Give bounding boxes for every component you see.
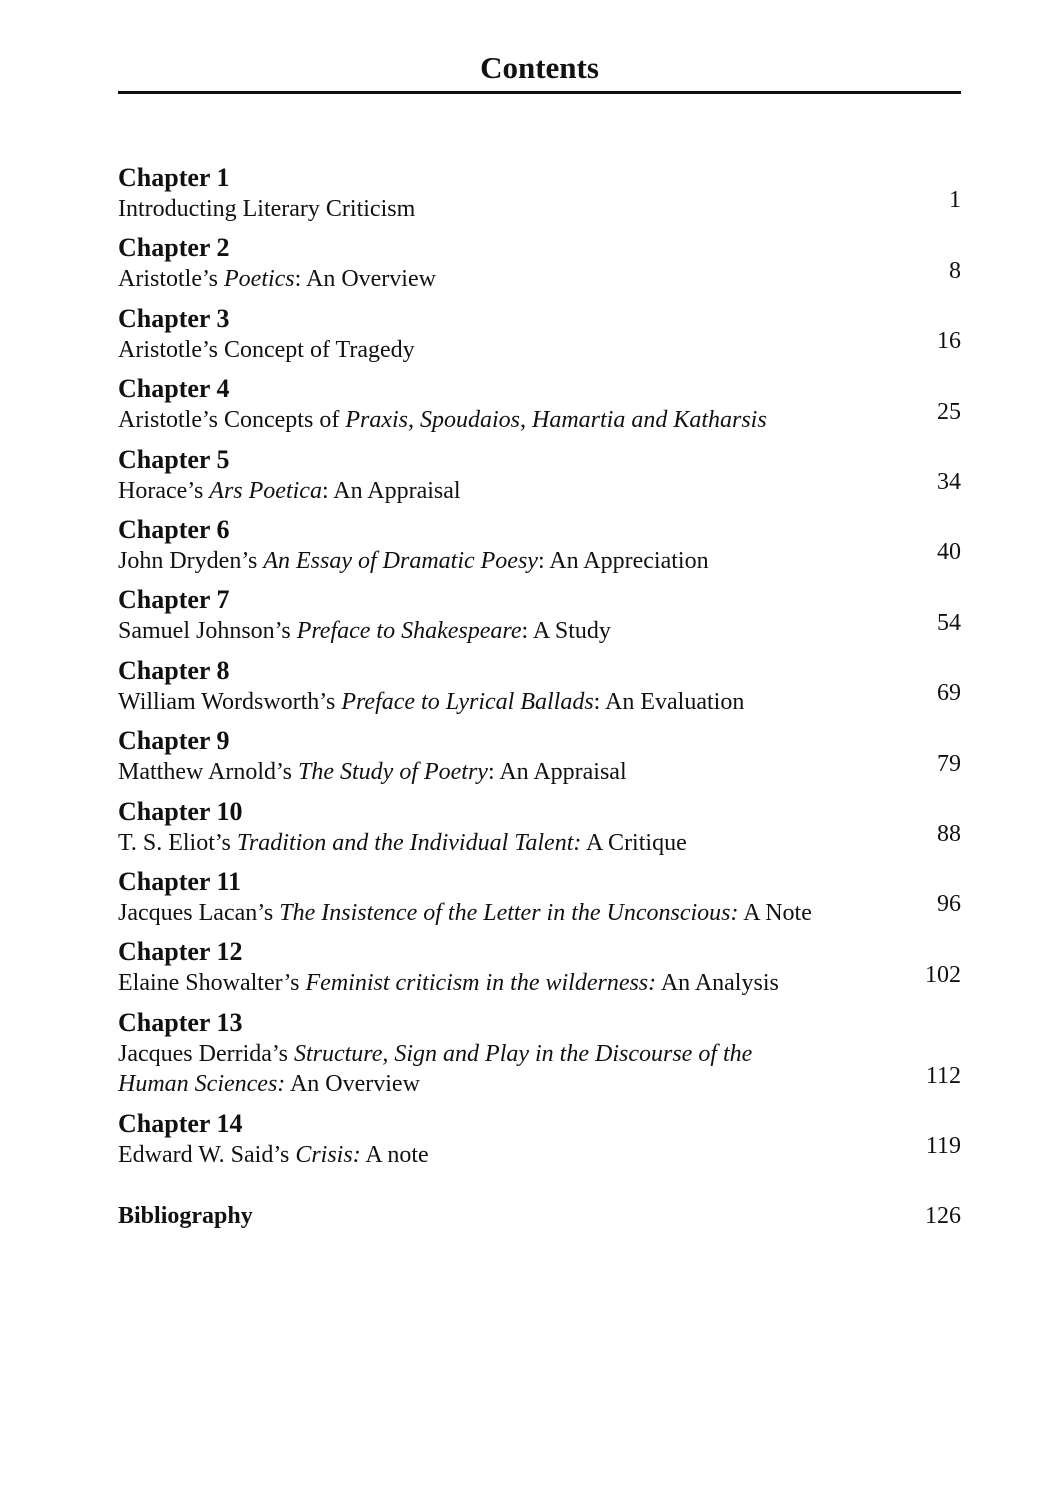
toc-entry-chapter-6[interactable] — [118, 514, 961, 584]
chapter-label: Chapter 5 — [118, 444, 230, 474]
toc-page — [118, 0, 961, 1488]
page-number: 88 — [937, 820, 961, 847]
chapter-label: Chapter 8 — [118, 655, 230, 685]
page-number: 102 — [925, 961, 961, 988]
chapter-title: Matthew Arnold’s The Study of Poetry: An Appraisal — [118, 759, 627, 786]
chapter-label: Chapter 1 — [118, 163, 230, 192]
bibliography-label: Bibliography — [118, 1203, 253, 1229]
header-rule — [118, 91, 961, 94]
page-number: 54 — [937, 609, 961, 636]
page-number: 119 — [925, 1133, 961, 1160]
toc-entry-chapter-10[interactable] — [118, 796, 961, 866]
chapter-label: Chapter 14 — [118, 1108, 243, 1138]
chapter-title: John Dryden’s An Essay of Dramatic Poesy: An Appreciation — [118, 547, 709, 574]
chapter-title: Edward W. Said’s Crisis: A note — [118, 1141, 429, 1168]
chapter-label: Chapter 7 — [118, 585, 230, 615]
page-number: 69 — [937, 680, 961, 707]
chapter-title: Horace’s Ars Poetica: An Appraisal — [118, 477, 461, 504]
page-number: 96 — [937, 891, 961, 918]
chapter-title: T. S. Eliot’s Tradition and the Individual Talent: A Critique — [118, 829, 687, 856]
page-number: 126 — [925, 1203, 961, 1229]
chapter-label: Chapter 11 — [118, 866, 242, 896]
page-title: Contents — [480, 50, 599, 85]
toc-entry-chapter-9[interactable] — [118, 725, 961, 795]
chapter-title: Aristotle’s Concepts of Praxis, Spoudaios, Hamartia and Katharsis — [118, 407, 767, 434]
chapter-title: Samuel Johnson’s Preface to Shakespeare: A Study — [118, 618, 611, 645]
chapter-label: Chapter 4 — [118, 374, 230, 404]
page-number: 79 — [937, 750, 961, 777]
page-number: 1 — [949, 187, 961, 214]
toc-entry-chapter-1[interactable] — [118, 162, 961, 232]
toc-entry-chapter-7[interactable] — [118, 584, 961, 654]
chapter-title: Jacques Derrida’s Structure, Sign and Play in the Discourse of the Human Sciences: An Overview — [118, 1040, 753, 1097]
toc-entry-chapter-14[interactable] — [118, 1108, 961, 1178]
toc-entry-chapter-8[interactable] — [118, 655, 961, 725]
chapter-title: William Wordsworth’s Preface to Lyrical Ballads: An Evaluation — [118, 688, 745, 715]
chapter-title: Aristotle’s Concept of Tragedy — [118, 336, 415, 363]
chapter-label: Chapter 13 — [118, 1007, 243, 1037]
page-number: 8 — [949, 257, 961, 284]
toc-entry-chapter-12[interactable] — [118, 936, 961, 1006]
page-number: 34 — [937, 468, 961, 495]
toc-entry-chapter-4[interactable] — [118, 373, 961, 443]
chapter-label: Chapter 3 — [118, 303, 230, 333]
toc-entry-chapter-5[interactable] — [118, 444, 961, 514]
page-number: 40 — [937, 539, 961, 566]
page-number: 25 — [937, 398, 961, 425]
chapter-title: Jacques Lacan’s The Insistence of the Letter in the Unconscious: A Note — [118, 899, 812, 926]
toc-entry-chapter-2[interactable] — [118, 232, 961, 302]
chapter-label: Chapter 2 — [118, 233, 230, 263]
page-number: 112 — [925, 1062, 961, 1089]
chapter-label: Chapter 12 — [118, 937, 243, 967]
toc-entry-chapter-11[interactable] — [118, 866, 961, 936]
toc-entry-bibliography[interactable] — [118, 1199, 961, 1233]
chapter-label: Chapter 10 — [118, 796, 243, 826]
chapter-title: Aristotle’s Poetics: An Overview — [118, 266, 436, 293]
chapter-label: Chapter 6 — [118, 514, 230, 544]
page-number: 16 — [937, 328, 961, 355]
toc-entry-chapter-3[interactable] — [118, 303, 961, 373]
chapter-title: Elaine Showalter’s Feminist criticism in the wilderness: An Analysis — [118, 970, 779, 997]
chapter-title: Introducting Literary Criticism — [118, 196, 416, 222]
chapter-label: Chapter 9 — [118, 726, 230, 756]
toc-list — [118, 162, 961, 1178]
toc-entry-chapter-13[interactable] — [118, 1007, 961, 1108]
